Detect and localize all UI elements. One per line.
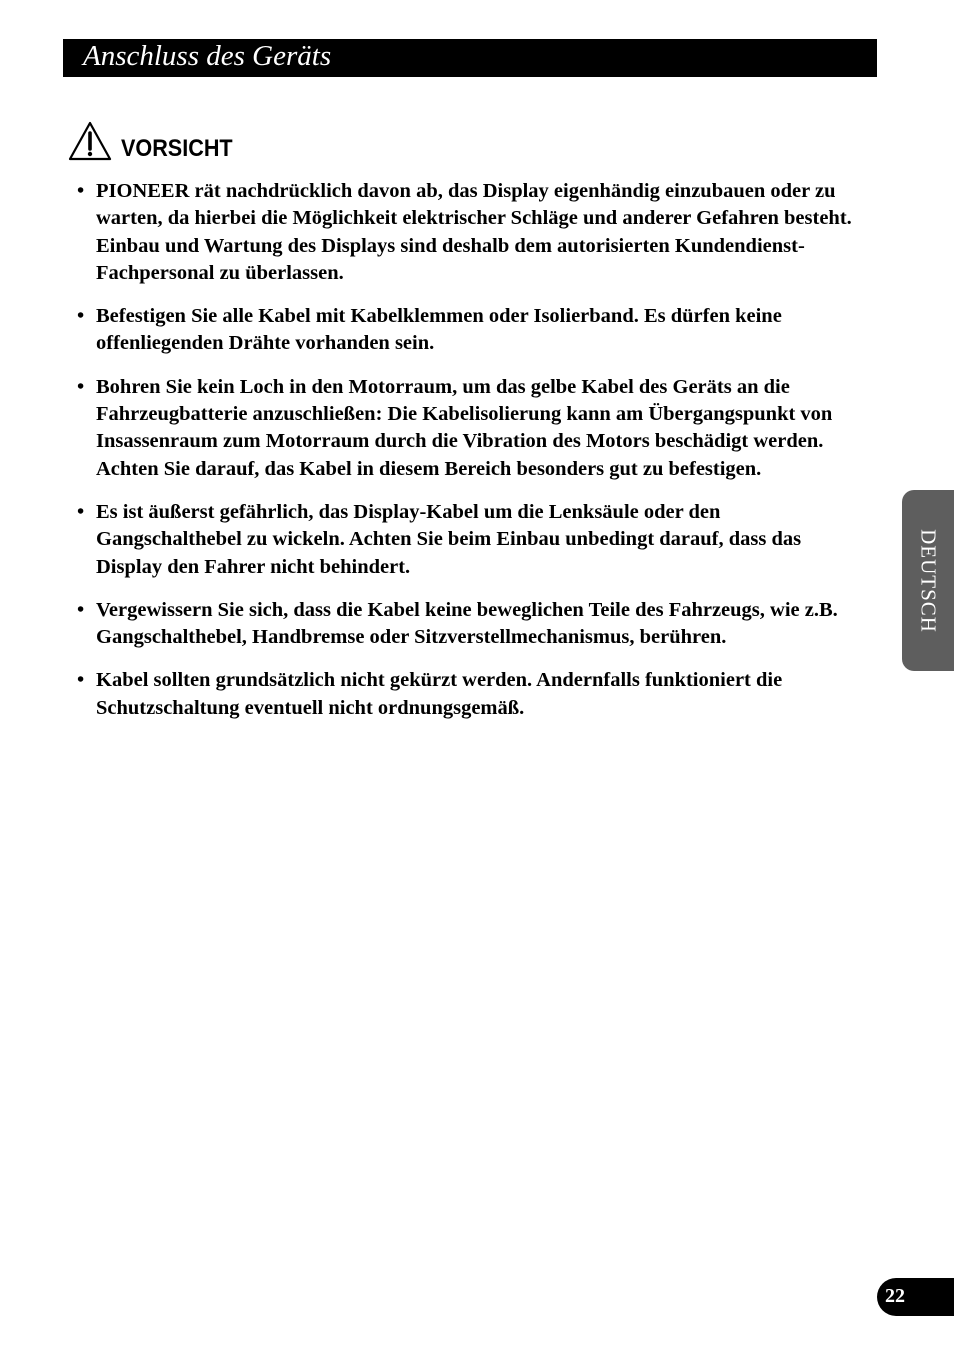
list-item-text: Kabel sollten grundsätzlich nicht gekürzt werden. Andernfalls funktioniert die Schutzschaltung eventuell nicht ordnungsgemäß. bbox=[96, 669, 783, 719]
list-item-text: PIONEER rät nachdrücklich davon ab, das Display eigenhändig einzubauen oder zu warten, da hierbei die Möglichkeit elektrischer Schläge und anderer Gefahren besteht. Einbau und Wartung des Displays sind deshalb dem autorisierten Kundendienst-Fachpersonal zu überlassen. bbox=[96, 180, 852, 284]
page-title: Anschluss des Geräts bbox=[83, 40, 332, 72]
bullet-marker: • bbox=[77, 500, 85, 523]
list-item bbox=[77, 374, 857, 483]
bullet-marker: • bbox=[77, 375, 85, 398]
language-tab-label: DEUTSCH bbox=[916, 528, 941, 633]
bullet-marker: • bbox=[77, 180, 85, 202]
bullet-marker: • bbox=[77, 598, 85, 621]
list-item-text: Bohren Sie kein Loch in den Motorraum, um das gelbe Kabel des Geräts an die Fahrzeugbatterie anzuschließen: Die Kabelisolierung kann am Übergangspunkt von Insassenraum zum Motorraum durch die Vibration des Motors beschädigt werden. Achten Sie darauf, das Kabel in diesem Bereich besonders gut zu befestigen. bbox=[96, 375, 833, 480]
page-number: 22 bbox=[885, 1285, 905, 1307]
list-item bbox=[77, 499, 857, 581]
caution-list bbox=[77, 178, 857, 738]
list-item-text: Es ist äußerst gefährlich, das Display-Kabel um die Lenksäule oder den Gangschalthebel zu wickeln. Achten Sie beim Einbau unbedingt darauf, dass das Display den Fahrer nicht behindert. bbox=[96, 500, 802, 578]
list-item bbox=[77, 597, 857, 652]
caution-label: VORSICHT bbox=[121, 135, 233, 162]
language-tab bbox=[902, 490, 954, 671]
section-header-bar bbox=[63, 39, 877, 77]
bullet-marker: • bbox=[77, 305, 85, 328]
list-item bbox=[77, 303, 857, 358]
list-item bbox=[77, 667, 857, 722]
bullet-marker: • bbox=[77, 669, 85, 692]
list-item-text: Befestigen Sie alle Kabel mit Kabelklemmen oder Isolierband. Es dürfen keine offenliegenden Drähte vorhanden sein. bbox=[96, 305, 782, 355]
page-number-badge bbox=[877, 1278, 954, 1316]
warning-triangle-icon bbox=[67, 120, 113, 162]
list-item-text: Vergewissern Sie sich, dass die Kabel keine beweglichen Teile des Fahrzeugs, wie z.B. Gangschalthebel, Handbremse oder Sitzverstellmechanismus, berühren. bbox=[96, 598, 838, 649]
list-item bbox=[77, 178, 857, 287]
